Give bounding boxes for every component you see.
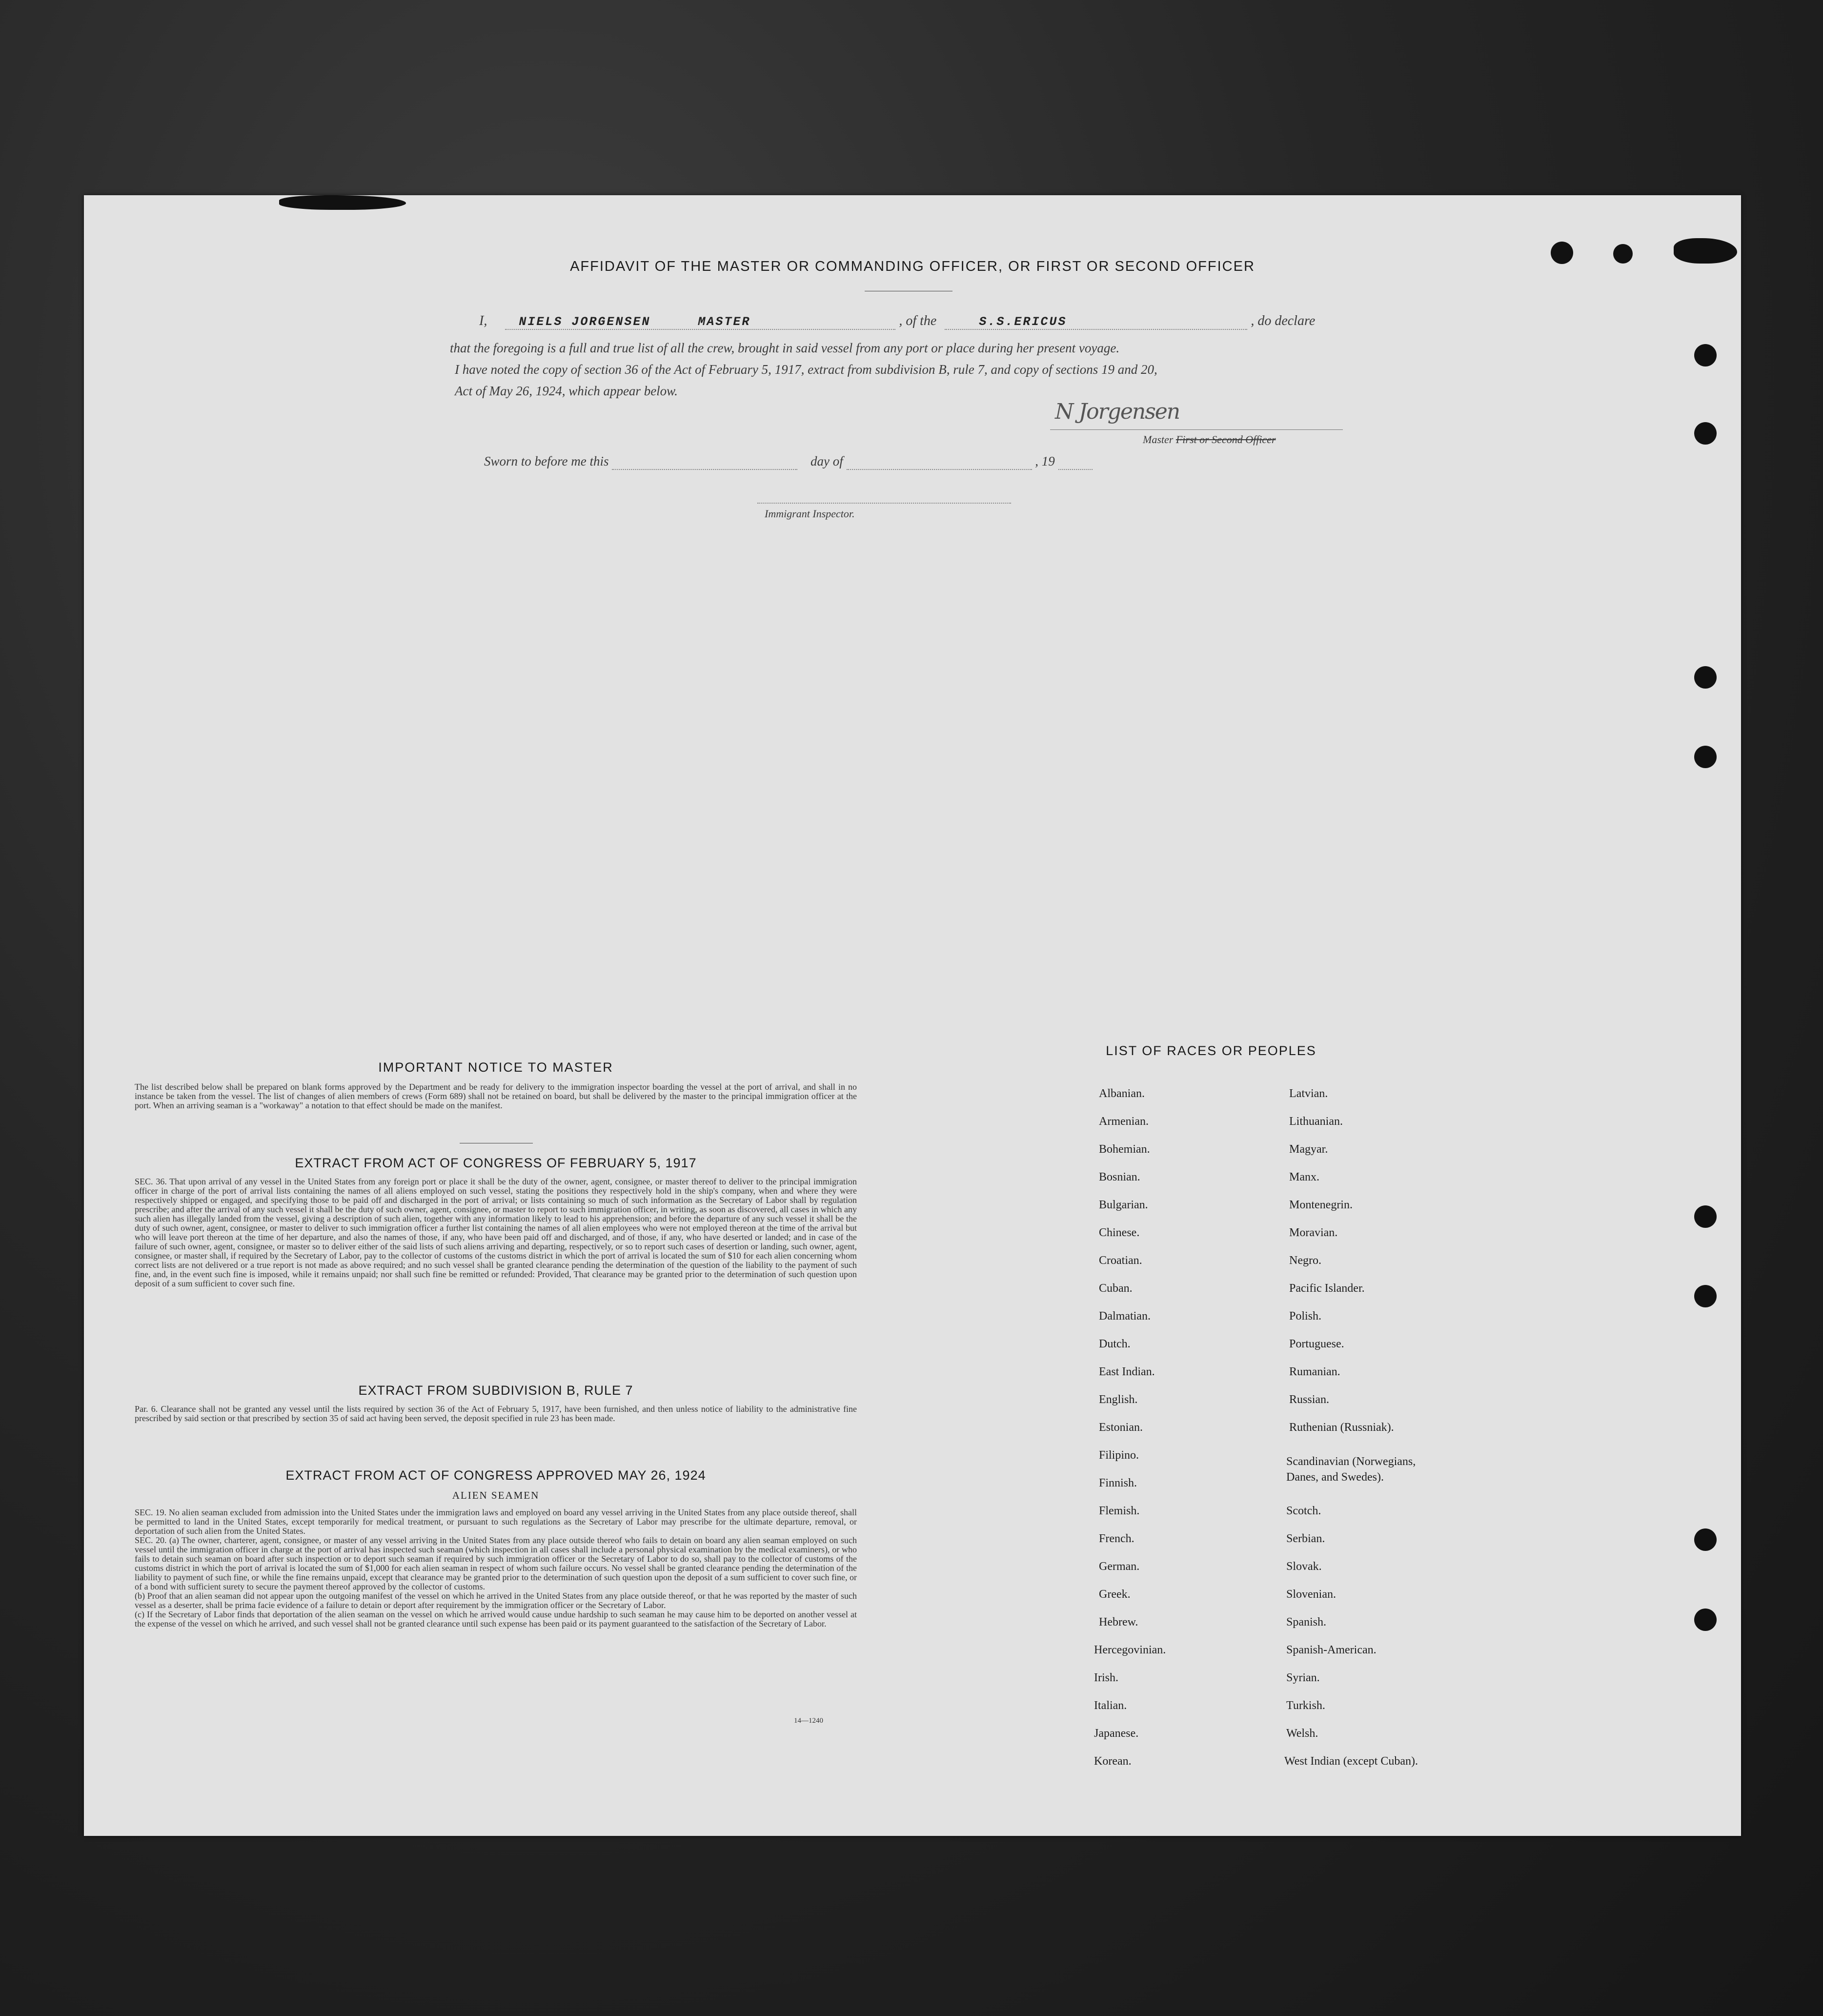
do-declare-label: , do declare	[1251, 313, 1316, 328]
officer-rank: MASTER	[698, 315, 751, 329]
extract-1917-heading: EXTRACT FROM ACT OF CONGRESS OF FEBRUARY 5, 1917	[295, 1156, 697, 1170]
sworn-month-field	[847, 454, 1032, 470]
race-right-item: Portuguese.	[1289, 1338, 1344, 1350]
extract-1924-body	[135, 1508, 857, 1629]
inspector-rule	[757, 503, 1011, 504]
signature-caption-master: Master	[1143, 433, 1174, 446]
race-left-item: German.	[1099, 1560, 1140, 1573]
affidavit-text-line-3: Act of May 26, 1924, which appear below.	[455, 384, 678, 398]
rule7-text: Par. 6. Clearance shall not be granted any vessel until the lists required by section 36 of the Act of February 5, 1917, have been furnished, and then unless notice of liability to the administrative fine prescribed by said section or that prescribed by section 35 of said act having been served, the deposit specified in rule 23 has been made.	[135, 1404, 857, 1423]
officer-name: NIELS JORGENSEN	[519, 315, 651, 329]
race-left-item: Estonian.	[1099, 1421, 1143, 1434]
alien-seamen-subheading: ALIEN SEAMEN	[452, 1489, 540, 1501]
punch-hole	[1694, 1528, 1717, 1551]
race-right-item: Russian.	[1289, 1393, 1330, 1406]
race-left-item: Japanese.	[1094, 1727, 1139, 1740]
sworn-label: Sworn to before me this	[484, 454, 609, 468]
punch-hole	[1694, 746, 1717, 768]
notice-text: The list described below shall be prepared on blank forms approved by the Department and be ready for delivery to the immigration inspector boarding the vessel at the port of arrival, and shall in no instance be taken from the vessel. The list of changes of alien members of crews (Form 689) shall not be retained on board, but shall be delivered by the master to the principal immigration officer at the port. When an arriving seaman is a "workaway" a notation to that effect should be made on the manifest.	[135, 1082, 857, 1110]
sworn-line	[484, 454, 1265, 470]
race-right-item: Scandinavian (Norwegians,	[1286, 1455, 1416, 1468]
race-left-item: Filipino.	[1099, 1449, 1139, 1462]
i-label: I,	[479, 313, 487, 328]
race-left-item: Dalmatian.	[1099, 1310, 1151, 1323]
day-of-label: day of	[810, 454, 843, 468]
master-signature: N Jorgensen	[1055, 399, 1180, 424]
sec20a-text: SEC. 20. (a) The owner, charterer, agent, consignee, or master of any vessel arriving in the United States from any place outside thereof who fails to detain on board any alien seaman employed on such vessel until the immigration officer in charge at the port of arrival has inspected such seaman (which inspection in all cases shall include a personal physical examination by the medical examiners), or who fails to detain such seaman on board after such inspection or to deport such seaman if required by such immigration officer or the Secretary of Labor to do so, shall pay to the collector of customs of the customs district in which the port of arrival is located the sum of $1,000 for each alien seaman in respect of whom such failure occurs. No vessel shall be granted clearance pending the determination of the liability to payment of such fine, or while the fine remains unpaid, except that clearance may be granted prior to the determination of such question upon the deposit of a sum sufficient to cover such fine, or of a bond with sufficient surety to secure the payment thereof approved by the collector of customs.	[135, 1535, 857, 1591]
race-left-item: English.	[1099, 1393, 1138, 1406]
affidavit-heading: AFFIDAVIT OF THE MASTER OR COMMANDING OFFICER, OR FIRST OR SECOND OFFICER	[570, 259, 1255, 274]
race-left-item: Cuban.	[1099, 1282, 1133, 1295]
signature-caption-struck: First or Second Officer	[1175, 433, 1276, 446]
race-right-item: Rumanian.	[1289, 1365, 1340, 1378]
race-right-item: Latvian.	[1289, 1087, 1328, 1100]
race-right-item: Negro.	[1289, 1254, 1321, 1267]
race-left-item: Dutch.	[1099, 1338, 1131, 1350]
officer-name-field	[505, 313, 895, 330]
race-right-item: Syrian.	[1286, 1671, 1320, 1684]
extract-1917-text: SEC. 36. That upon arrival of any vessel in the United States from any foreign port or place it shall be the duty of the owner, agent, consignee, or master thereof to deliver to the principal immigration officer in charge of the port of arrival lists containing the names of all aliens employed on such vessel, stating the positions they respectively hold in the ship's company, when and where they were respectively shipped or engaged, and specifying those to be paid off and discharged in the port of arrival; or lists containing so much of such information as the Secretary of Labor shall by regulation prescribe; and after the arrival of any such vessel it shall be the duty of such owner, agent, consignee, or master to report to such immigration officer, in writing, as soon as discovered, all cases in which any such alien has illegally landed from the vessel, giving a description of such alien, together with any information likely to lead to his apprehension; and before the departure of any such vessel it shall be the duty of such owner, agent, consignee, or master to deliver to such immigration officer a further list containing the names of all alien employees who were not employed thereon at the time of the arrival but who will leave port thereon at the time of her departure, and also the names of those, if any, who have been paid off and discharged, and of those, if any, who have deserted or landed; and in case of the failure of such owner, agent, consignee, or master so to deliver either of the said lists of such aliens arriving and departing, respectively, or so to report such cases of desertion or landing, such owner, agent, consignee, or master shall, if required by the Secretary of Labor, pay to the collector of customs of the customs district in which the port of arrival is located the sum of $10 for each alien concerning whom correct lists are not delivered or a true report is not made as above required; and no such vessel shall be granted clearance pending the determination of the question of the liability to the payment of such fine, and, in the event such fine is imposed, while it remains unpaid; nor shall such fine be remitted or refunded: Provided, That clearance may be granted prior to the determination of such question upon deposit of a sum sufficient to cover such fine.	[135, 1177, 857, 1288]
affidavit-text-line-2: I have noted the copy of section 36 of the Act of February 5, 1917, extract from subdivision B, rule 7, and copy of sections 19 and 20,	[455, 362, 1157, 377]
race-right-item: Pacific Islander.	[1289, 1282, 1365, 1295]
race-right-item: Lithuanian.	[1289, 1115, 1343, 1128]
race-left-item: Italian.	[1094, 1699, 1127, 1712]
vessel-field	[945, 313, 1247, 330]
extract-1924-heading: EXTRACT FROM ACT OF CONGRESS APPROVED MAY 26, 1924	[285, 1468, 706, 1483]
sec20c-text: (c) If the Secretary of Labor finds that deportation of the alien seaman on the vessel on which he arrived would cause undue hardship to such seaman he may cause him to be deported on another vessel at the expense of the vessel on which he arrived, and such vessel shall not be granted clearance until such expense has been paid or its payment guaranteed to the satisfaction of the Secretary of Labor.	[135, 1609, 857, 1629]
punch-hole	[1694, 344, 1717, 367]
race-left-item: East Indian.	[1099, 1365, 1155, 1378]
punch-hole	[1694, 1205, 1717, 1228]
race-right-item: Scotch.	[1286, 1505, 1321, 1517]
race-left-item: Armenian.	[1099, 1115, 1149, 1128]
race-right-item: Manx.	[1289, 1171, 1319, 1183]
signature-caption	[1143, 433, 1276, 446]
race-right-item: Slovak.	[1286, 1560, 1322, 1573]
race-left-item: Hercegovinian.	[1094, 1644, 1166, 1656]
punch-hole	[1694, 422, 1717, 445]
affidavit-declaration-line	[479, 313, 1455, 330]
race-right-item: Spanish.	[1286, 1616, 1327, 1629]
inspector-caption: Immigrant Inspector.	[765, 508, 855, 520]
race-left-item: Flemish.	[1099, 1505, 1140, 1517]
race-left-item: French.	[1099, 1532, 1134, 1545]
form-number: 14—1240	[794, 1717, 823, 1725]
ink-smudge	[279, 195, 406, 210]
sec19-text: SEC. 19. No alien seaman excluded from admission into the United States under the immigration laws and employed on board any vessel arriving in the United States from any place outside thereof, shall be permitted to land in the United States, except temporarily for medical treatment, or pursuant to such regulations as the Secretary of Labor may prescribe for the ultimate departure, removal, or deportation of such alien from the United States.	[135, 1507, 857, 1536]
sworn-year-field	[1058, 454, 1093, 470]
punch-hole	[1694, 1285, 1717, 1307]
year-prefix: , 19	[1035, 454, 1055, 468]
race-left-item: Bosnian.	[1099, 1171, 1140, 1183]
race-right-item: Turkish.	[1286, 1699, 1325, 1712]
sec20b-text: (b) Proof that an alien seaman did not appear upon the outgoing manifest of the vessel on which he arrived in the United States from any place outside thereof, or that he was reported by the master of such vessel as a deserter, shall be prima facie evidence of a failure to detain or deport after requirement by the immigration officer or the Secretary of Labor.	[135, 1591, 857, 1610]
race-left-item: Korean.	[1094, 1755, 1132, 1768]
of-the-label: , of the	[899, 313, 937, 328]
race-left-item: Greek.	[1099, 1588, 1131, 1601]
race-left-item: Finnish.	[1099, 1477, 1137, 1489]
race-left-item: Bulgarian.	[1099, 1199, 1148, 1211]
race-left-item: Irish.	[1094, 1671, 1118, 1684]
punch-hole	[1694, 666, 1717, 689]
signature-rule	[1050, 429, 1343, 430]
races-heading: LIST OF RACES OR PEOPLES	[1106, 1043, 1317, 1058]
race-left-item: Hebrew.	[1099, 1616, 1138, 1629]
vessel-name: S.S.ERICUS	[979, 315, 1067, 329]
race-right-item: Moravian.	[1289, 1226, 1338, 1239]
race-left-item: Albanian.	[1099, 1087, 1145, 1100]
race-right-item: Magyar.	[1289, 1143, 1328, 1156]
race-right-item: Welsh.	[1286, 1727, 1318, 1740]
race-right-item: Slovenian.	[1286, 1588, 1336, 1601]
race-right-item: West Indian (except Cuban).	[1284, 1755, 1418, 1768]
race-left-item: Croatian.	[1099, 1254, 1142, 1267]
race-right-item: Spanish-American.	[1286, 1644, 1377, 1656]
affidavit-text-line-1: that the foregoing is a full and true list of all the crew, brought in said vessel from any port or place during her present voyage.	[450, 341, 1120, 355]
affidavit-form-sheet	[84, 195, 1741, 1836]
race-right-item: Danes, and Swedes).	[1286, 1471, 1384, 1484]
race-right-item: Ruthenian (Russniak).	[1289, 1421, 1394, 1434]
punch-hole	[1694, 1609, 1717, 1631]
race-left-item: Bohemian.	[1099, 1143, 1150, 1156]
rule7-heading: EXTRACT FROM SUBDIVISION B, RULE 7	[358, 1383, 633, 1398]
race-right-item: Polish.	[1289, 1310, 1322, 1323]
sworn-day-field	[612, 454, 797, 470]
race-left-item: Chinese.	[1099, 1226, 1140, 1239]
race-right-item: Montenegrin.	[1289, 1199, 1353, 1211]
notice-heading: IMPORTANT NOTICE TO MASTER	[378, 1060, 613, 1075]
race-right-item: Serbian.	[1286, 1532, 1325, 1545]
